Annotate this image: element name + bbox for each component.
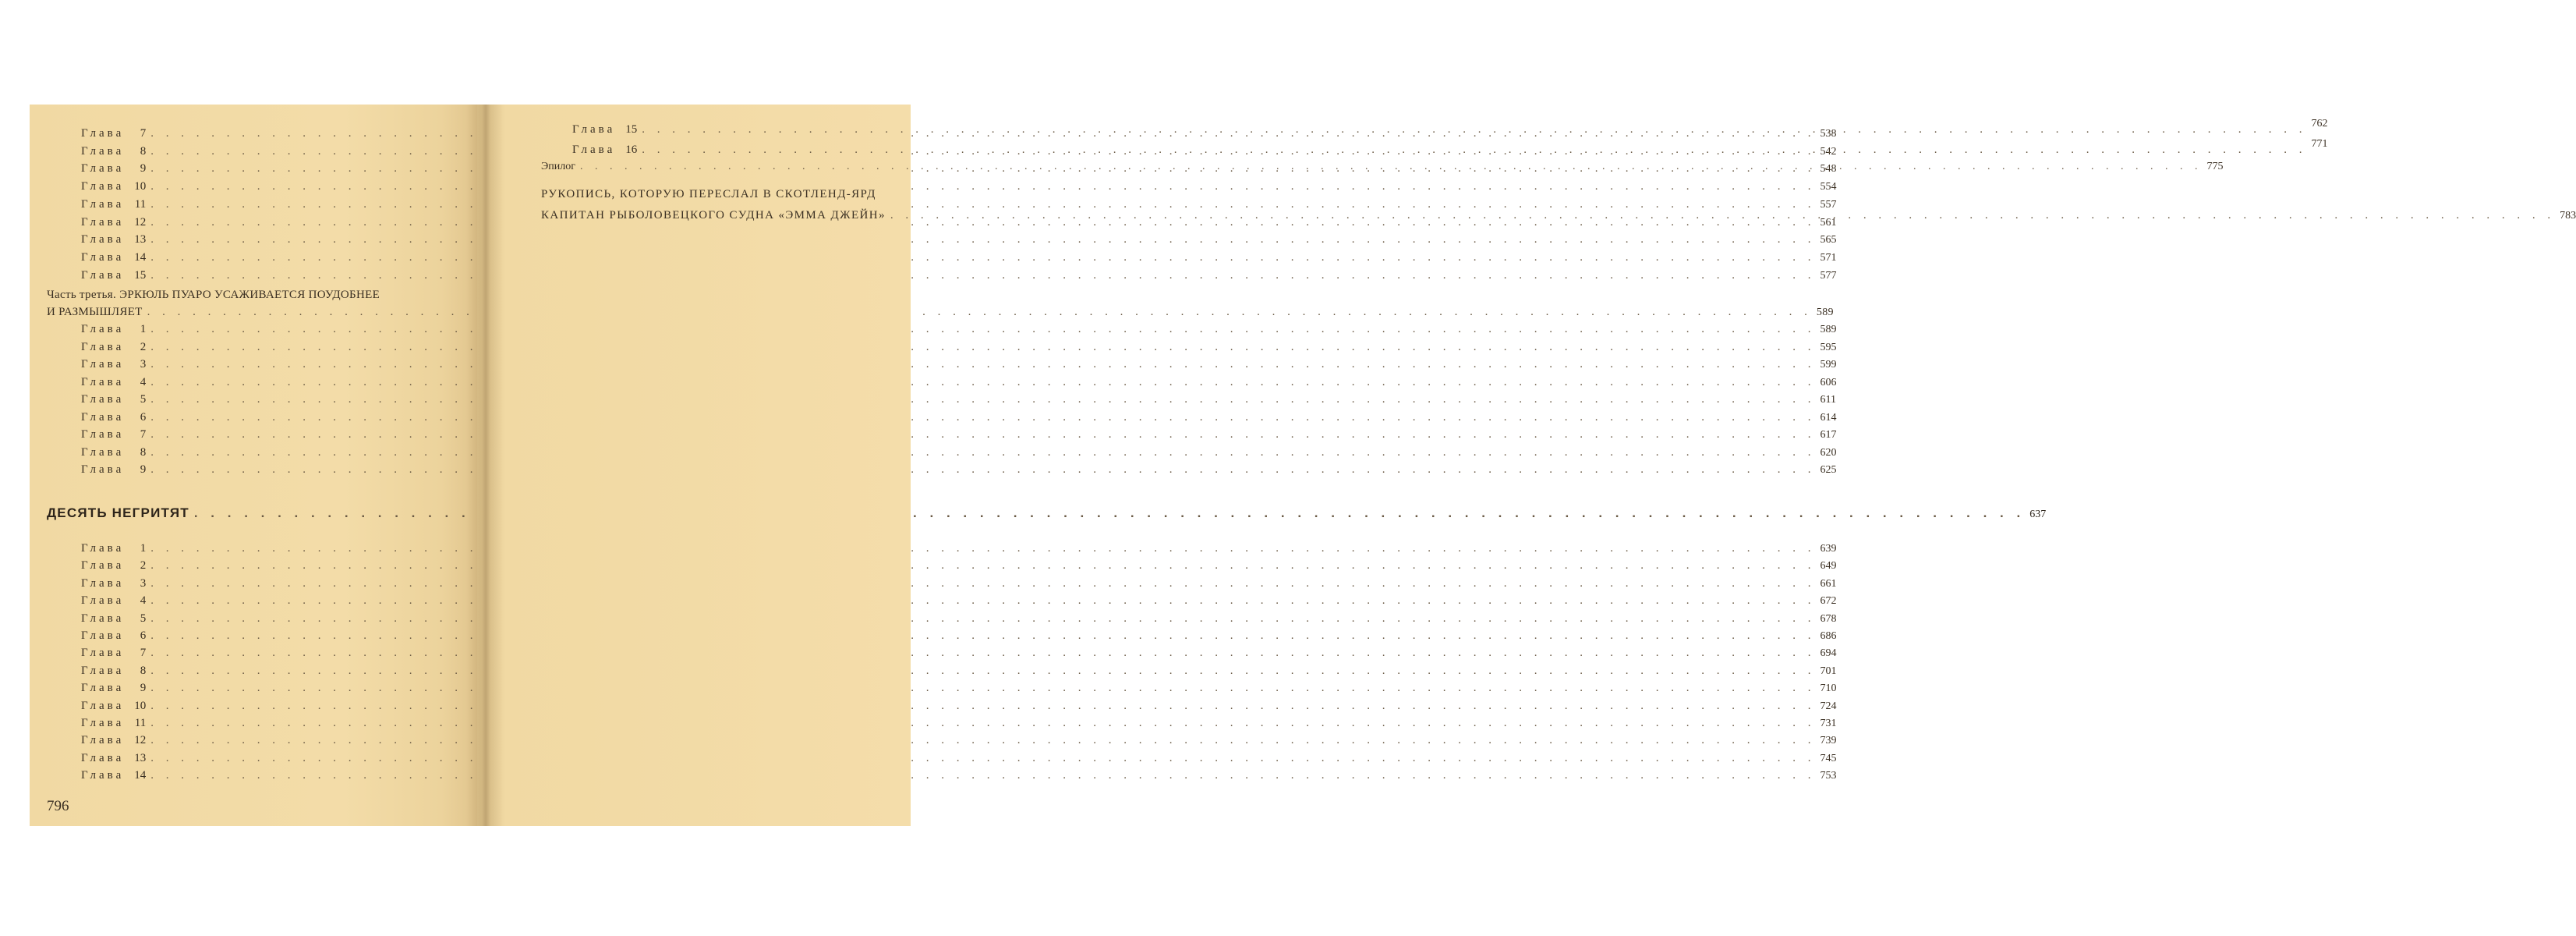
leader-dots <box>642 122 2306 136</box>
chapter-label: Глава <box>81 647 125 660</box>
chapter-label: Глава <box>81 612 125 625</box>
chapter-page-number: 753 <box>1820 770 1837 782</box>
toc-row <box>81 629 1837 644</box>
chapter-label: Глава <box>81 410 125 424</box>
leader-dots <box>150 629 1815 643</box>
toc-row <box>81 410 1837 425</box>
part3-heading <box>47 286 1834 321</box>
chapter-label: Глава <box>81 629 125 642</box>
chapter-number: 2 <box>140 559 147 573</box>
chapter-page-number: 554 <box>1820 181 1837 193</box>
part3-page-number: 589 <box>1816 307 1834 318</box>
chapter-page-number: 625 <box>1820 464 1837 476</box>
chapter-page-number: 561 <box>1820 216 1837 229</box>
leader-dots <box>150 268 1815 282</box>
leader-dots <box>580 160 2203 174</box>
book-gutter <box>466 105 505 826</box>
leader-dots <box>150 232 1815 246</box>
epilogue-label: Эпилог <box>541 161 575 172</box>
chapter-page-number: 724 <box>1820 700 1837 712</box>
chapter-page-number: 694 <box>1820 647 1837 660</box>
chapter-label: Глава <box>81 340 125 353</box>
chapter-number: 7 <box>140 428 147 441</box>
chapter-number: 9 <box>140 463 147 476</box>
page-folio: 796 <box>47 798 69 814</box>
leader-dots <box>150 427 1815 441</box>
manuscript-line1: РУКОПИСЬ, КОТОРУЮ ПЕРЕСЛАЛ В СКОТЛЕНД-ЯРД <box>541 188 876 200</box>
chapter-number: 9 <box>140 682 147 695</box>
toc-row <box>81 751 1837 766</box>
chapter-number: 3 <box>140 576 147 590</box>
chapter-page-number: 571 <box>1820 251 1837 264</box>
leader-dots <box>150 612 1815 626</box>
chapter-number: 6 <box>140 410 147 424</box>
chapter-page-number: 565 <box>1820 234 1837 246</box>
chapter-label: Глава <box>81 127 125 140</box>
chapter-page-number: 542 <box>1820 145 1837 158</box>
chapter-number: 15 <box>625 123 638 136</box>
part3-title-line1: ЭРКЮЛЬ ПУАРО УСАЖИВАЕТСЯ ПОУДОБНЕЕ <box>119 289 380 301</box>
toc-row <box>81 541 1837 556</box>
chapter-page-number: 577 <box>1820 269 1837 282</box>
leader-dots <box>150 716 1815 730</box>
chapter-number: 8 <box>140 664 147 677</box>
leader-dots <box>150 322 1815 336</box>
chapter-page-number: 548 <box>1820 163 1837 176</box>
chapter-number: 8 <box>140 445 147 459</box>
chapter-page-number: 771 <box>2311 138 2328 150</box>
toc-row <box>81 768 1837 783</box>
toc-row <box>81 699 1837 714</box>
leader-dots <box>150 541 1815 555</box>
toc-row <box>81 733 1837 748</box>
toc-row <box>81 576 1837 591</box>
chapter-page-number: 661 <box>1820 577 1837 590</box>
chapter-page-number: 557 <box>1820 198 1837 211</box>
part3-prefix: Часть третья. <box>47 289 117 301</box>
chapter-label: Глава <box>81 180 125 193</box>
chapter-number: 6 <box>140 629 147 642</box>
chapter-number: 10 <box>134 699 147 712</box>
chapter-page-number: 672 <box>1820 595 1837 608</box>
novel-title-entry <box>47 505 2047 521</box>
chapter-page-number: 538 <box>1820 128 1837 140</box>
toc-row <box>81 340 1837 355</box>
chapter-label: Глава <box>81 445 125 459</box>
toc-row <box>81 445 1837 460</box>
chapter-label: Глава <box>81 144 125 158</box>
toc-row <box>81 268 1837 283</box>
toc-row <box>81 427 1837 442</box>
leader-dots <box>150 699 1815 713</box>
chapter-page-number: 701 <box>1820 665 1837 677</box>
chapter-page-number: 611 <box>1820 394 1836 406</box>
toc-row <box>81 392 1836 407</box>
toc-row <box>81 558 1837 573</box>
novel-page-number: 637 <box>2029 509 2047 520</box>
leader-dots <box>642 143 2306 157</box>
chapter-number: 11 <box>134 717 147 729</box>
chapter-number: 14 <box>134 769 147 782</box>
toc-row <box>81 232 1837 247</box>
chapter-number: 3 <box>140 358 147 370</box>
chapter-number: 14 <box>134 250 147 264</box>
chapter-page-number: 678 <box>1820 612 1837 625</box>
chapter-label: Глава <box>81 215 125 229</box>
chapter-page-number: 686 <box>1820 630 1837 642</box>
chapter-label: Глава <box>81 576 125 590</box>
leader-dots <box>150 179 1815 193</box>
chapter-label: Глава <box>81 463 125 476</box>
chapter-number: 9 <box>140 162 147 176</box>
leader-dots <box>150 594 1815 608</box>
chapter-label: Глава <box>572 123 616 136</box>
leader-dots <box>150 445 1815 459</box>
chapter-page-number: 614 <box>1820 411 1837 424</box>
chapter-number: 4 <box>140 594 147 608</box>
chapter-label: Глава <box>81 542 125 555</box>
chapter-number: 7 <box>140 647 147 660</box>
leader-dots <box>150 576 1815 590</box>
chapter-number: 4 <box>140 375 147 388</box>
toc-row <box>81 322 1837 337</box>
novel-title: ДЕСЯТЬ НЕГРИТЯТ <box>47 505 189 520</box>
chapter-number: 8 <box>140 144 147 158</box>
toc-row <box>81 716 1837 731</box>
leader-dots <box>150 340 1815 354</box>
leader-dots <box>150 375 1815 389</box>
chapter-number: 1 <box>140 542 147 555</box>
chapter-page-number: 589 <box>1820 324 1837 335</box>
manuscript-page-number: 783 <box>2560 210 2576 222</box>
epilogue-page-number: 775 <box>2206 161 2224 172</box>
chapter-label: Глава <box>81 682 125 695</box>
chapter-number: 13 <box>134 233 147 246</box>
toc-row <box>81 463 1837 477</box>
chapter-label: Глава <box>81 393 125 406</box>
chapter-number: 16 <box>625 144 638 156</box>
chapter-label: Глава <box>81 594 125 608</box>
chapter-label: Глава <box>81 323 125 335</box>
chapter-page-number: 620 <box>1820 446 1837 459</box>
chapter-number: 5 <box>140 393 147 406</box>
chapter-label: Глава <box>81 769 125 782</box>
toc-row <box>81 357 1837 372</box>
chapter-number: 10 <box>134 180 147 193</box>
toc-row <box>81 197 1837 212</box>
chapter-label: Глава <box>81 428 125 441</box>
toc-row <box>81 681 1837 696</box>
toc-row <box>81 646 1837 661</box>
chapter-label: Глава <box>81 268 125 282</box>
chapter-label: Глава <box>81 162 125 176</box>
book-spread <box>30 105 2576 826</box>
part3-title-line2: И РАЗМЫШЛЯЕТ <box>47 306 143 318</box>
chapter-number: 12 <box>134 215 147 229</box>
leader-dots <box>150 681 1815 695</box>
chapter-label: Глава <box>81 250 125 264</box>
chapter-page-number: 617 <box>1820 429 1837 441</box>
chapter-page-number: 599 <box>1820 359 1837 370</box>
leader-dots <box>150 664 1815 678</box>
toc-row <box>81 375 1837 390</box>
leader-dots <box>150 410 1815 424</box>
chapter-number: 5 <box>140 612 147 625</box>
leader-dots <box>150 733 1815 747</box>
chapter-label: Глава <box>81 717 125 729</box>
leader-dots <box>150 392 1815 406</box>
chapter-number: 12 <box>134 734 147 747</box>
chapter-label: Глава <box>81 197 125 211</box>
chapter-page-number: 595 <box>1820 341 1837 353</box>
chapter-page-number: 649 <box>1820 560 1837 573</box>
leader-dots <box>150 357 1815 371</box>
chapter-number: 11 <box>134 197 147 211</box>
chapter-label: Глава <box>81 734 125 747</box>
chapter-label: Глава <box>81 751 125 764</box>
chapter-label: Глава <box>81 358 125 370</box>
manuscript-line2: КАПИТАН РЫБОЛОВЕЦКОГО СУДНА «ЭММА ДЖЕЙН» <box>541 209 886 222</box>
chapter-number: 15 <box>134 268 147 282</box>
toc-row <box>81 664 1837 679</box>
chapter-label: Глава <box>81 664 125 677</box>
chapter-page-number: 762 <box>2311 118 2328 129</box>
chapter-label: Глава <box>81 559 125 573</box>
leader-dots <box>150 751 1815 765</box>
chapter-number: 13 <box>134 751 147 764</box>
chapter-page-number: 710 <box>1820 682 1837 695</box>
chapter-number: 2 <box>140 340 147 353</box>
chapter-label: Глава <box>81 699 125 712</box>
chapter-label: Глава <box>81 375 125 388</box>
chapter-page-number: 639 <box>1820 543 1837 555</box>
chapter-number: 7 <box>140 127 147 140</box>
chapter-number: 1 <box>140 323 147 335</box>
chapter-page-number: 731 <box>1820 718 1837 729</box>
leader-dots <box>150 768 1815 782</box>
chapter-page-number: 739 <box>1820 735 1837 747</box>
chapter-label: Глава <box>572 144 616 156</box>
chapter-label: Глава <box>81 233 125 246</box>
toc-row <box>81 612 1837 626</box>
leader-dots <box>147 303 1812 321</box>
leader-dots <box>150 558 1815 573</box>
toc-row <box>81 594 1837 608</box>
leader-dots <box>150 646 1815 660</box>
leader-dots <box>150 250 1815 264</box>
toc-row <box>81 250 1837 265</box>
chapter-page-number: 745 <box>1820 752 1837 764</box>
chapter-page-number: 606 <box>1820 376 1837 388</box>
leader-dots <box>890 205 2555 226</box>
leader-dots <box>150 463 1815 477</box>
